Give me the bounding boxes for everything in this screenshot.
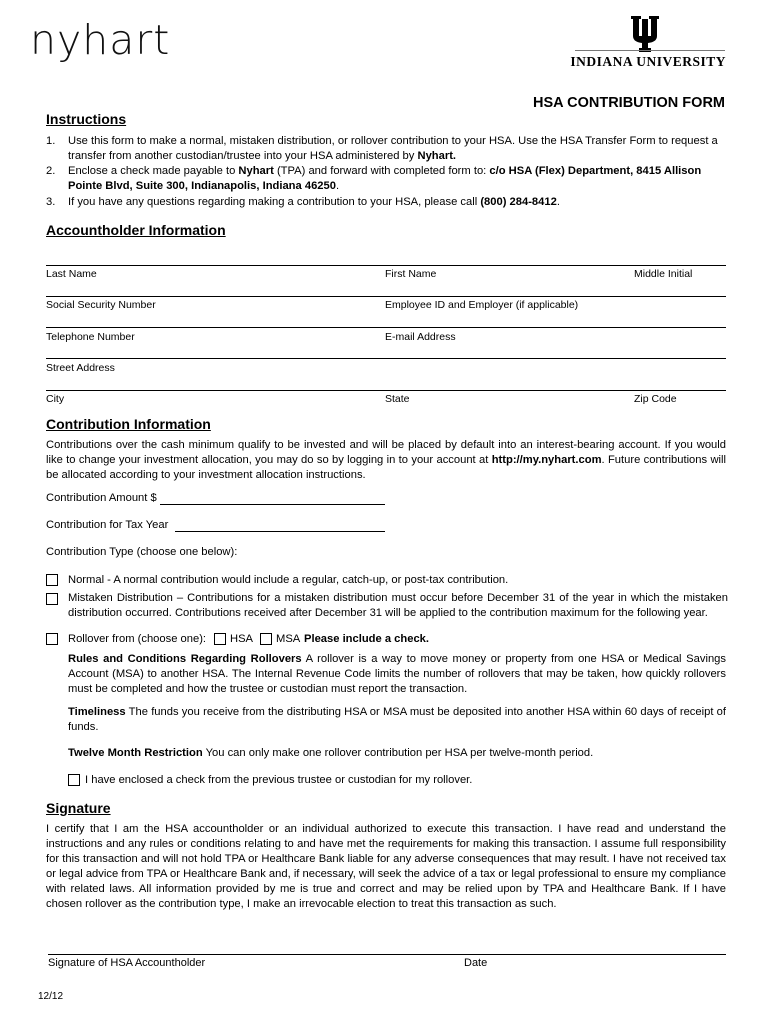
last-name-label: Last Name	[46, 268, 97, 280]
zip-label: Zip Code	[634, 393, 677, 405]
accountholder-heading: Accountholder Information	[46, 222, 226, 238]
form-title: HSA CONTRIBUTION FORM	[533, 95, 725, 111]
date-label: Date	[464, 957, 488, 969]
rollover-checkbox[interactable]	[46, 633, 58, 645]
rollover-hsa-label: HSA	[230, 633, 254, 645]
nyhart-logo: nyhart	[30, 16, 171, 64]
contribution-type-label: Contribution Type (choose one below):	[46, 546, 238, 558]
rollover-note: Please include a check.	[304, 633, 429, 645]
rollover-label: Rollover from (choose one):	[68, 633, 207, 645]
contribution-intro: Contributions over the cash minimum qualify to be invested and will be placed by default into an interest-bearing account. If you would like to change your investment allocation, you may do so by logging in to your account at http://my.nyhart.com. Future contributions will be allocated according to your investment allocation instructions.	[46, 439, 726, 481]
telephone-label: Telephone Number	[46, 331, 135, 343]
enclosed-check-text: I have enclosed a check from the previous trustee or custodian for my rollover.	[85, 774, 473, 786]
iu-rule	[575, 50, 725, 51]
mistaken-checkbox[interactable]	[46, 593, 58, 605]
signature-certification: I certify that I am the HSA accountholder or an individual authorized to execute this transaction. I have read and understand the instructions and any rules or conditions relating to and have met the requirements for making this transaction. I assume full responsibility for this transaction and will not hold TPA or Healthcare Bank liable for any adverse consequences that may result. I have not received tax or legal advice from TPA or Healthcare Bank and, if necessary, will seek the advice of a tax or legal professional to ensure my compliance with related laws. All information provided by me is true and correct and may be relied upon by TPA and Healthcare Bank. If I have chosen rollover as the contribution type, I make an irrevocable election to treat this transaction as such.	[46, 823, 726, 910]
state-label: State	[385, 393, 410, 405]
timeliness-rule: Timeliness The funds you receive from the distributing HSA or MSA must be deposited into another HSA within 60 days of receipt of funds.	[68, 706, 726, 733]
street-label: Street Address	[46, 362, 115, 374]
item-text: Use this form to make a normal, mistaken distribution, or rollover contribution to your HSA. Use the HSA Transfer Form to request a transfer from another custodian/trustee into your HSA administered by Nyhart.	[68, 135, 718, 162]
form-revision: 12/12	[38, 991, 64, 1002]
rollover-msa-checkbox[interactable]	[260, 633, 272, 645]
tax-year-label: Contribution for Tax Year	[46, 519, 169, 531]
twelve-month-rule: Twelve Month Restriction You can only make one rollover contribution per HSA per twelve-month period.	[68, 747, 594, 759]
instructions-heading: Instructions	[46, 111, 127, 127]
mistaken-option-text: Mistaken Distribution – Contributions for a mistaken distribution must occur before December 31 of the year in which the mistaken distribution occurred. Contributions received after December 31 will be applied to the contribution maximum for the following year.	[68, 592, 728, 619]
rollover-hsa-checkbox[interactable]	[214, 633, 226, 645]
university-name: INDIANA UNIVERSITY	[570, 54, 726, 69]
employee-id-label: Employee ID and Employer (if applicable)	[385, 299, 579, 311]
item-number: 1.	[46, 135, 56, 147]
normal-option-text: Normal - A normal contribution would include a regular, catch-up, or post-tax contribution.	[68, 574, 509, 586]
ssn-line[interactable]	[46, 296, 726, 297]
item-number: 2.	[46, 165, 56, 177]
middle-initial-label: Middle Initial	[634, 268, 693, 280]
rollover-rules: Rules and Conditions Regarding Rollovers A rollover is a way to move money or property from one HSA or Medical Savings Account (MSA) to another HSA. The Internal Revenue Code limits the number of rollovers that may be taken, how quickly rollovers must be completed and how the trustee or custodian must report the transaction.	[68, 653, 726, 695]
rollover-msa-label: MSA	[276, 633, 301, 645]
street-line[interactable]	[46, 358, 726, 359]
tax-year-field[interactable]	[175, 531, 385, 532]
city-line[interactable]	[46, 390, 726, 391]
signature-heading: Signature	[46, 800, 111, 816]
telephone-line[interactable]	[46, 327, 726, 328]
signature-label: Signature of HSA Accountholder	[48, 957, 206, 969]
contribution-amount-label: Contribution Amount $	[46, 492, 157, 504]
city-label: City	[46, 393, 65, 405]
signature-line[interactable]	[48, 954, 726, 955]
enclosed-check-checkbox[interactable]	[68, 774, 80, 786]
first-name-label: First Name	[385, 268, 437, 280]
item-number: 3.	[46, 196, 56, 208]
contribution-heading: Contribution Information	[46, 416, 211, 432]
ssn-label: Social Security Number	[46, 299, 156, 311]
normal-checkbox[interactable]	[46, 574, 58, 586]
email-label: E-mail Address	[385, 331, 456, 343]
account-url: http://my.nyhart.com	[491, 454, 602, 466]
contribution-amount-field[interactable]	[160, 504, 385, 505]
last-name-line[interactable]	[46, 265, 726, 266]
iu-trident-icon	[628, 14, 662, 54]
item-text: If you have any questions regarding making a contribution to your HSA, please call (800) 284-8412.	[68, 196, 560, 208]
item-text: Enclose a check made payable to Nyhart (TPA) and forward with completed form to: c/o HSA (Flex) Department, 8415 Allison Pointe Blvd, Suite 300, Indianapolis, Indiana 46250.	[68, 165, 702, 192]
